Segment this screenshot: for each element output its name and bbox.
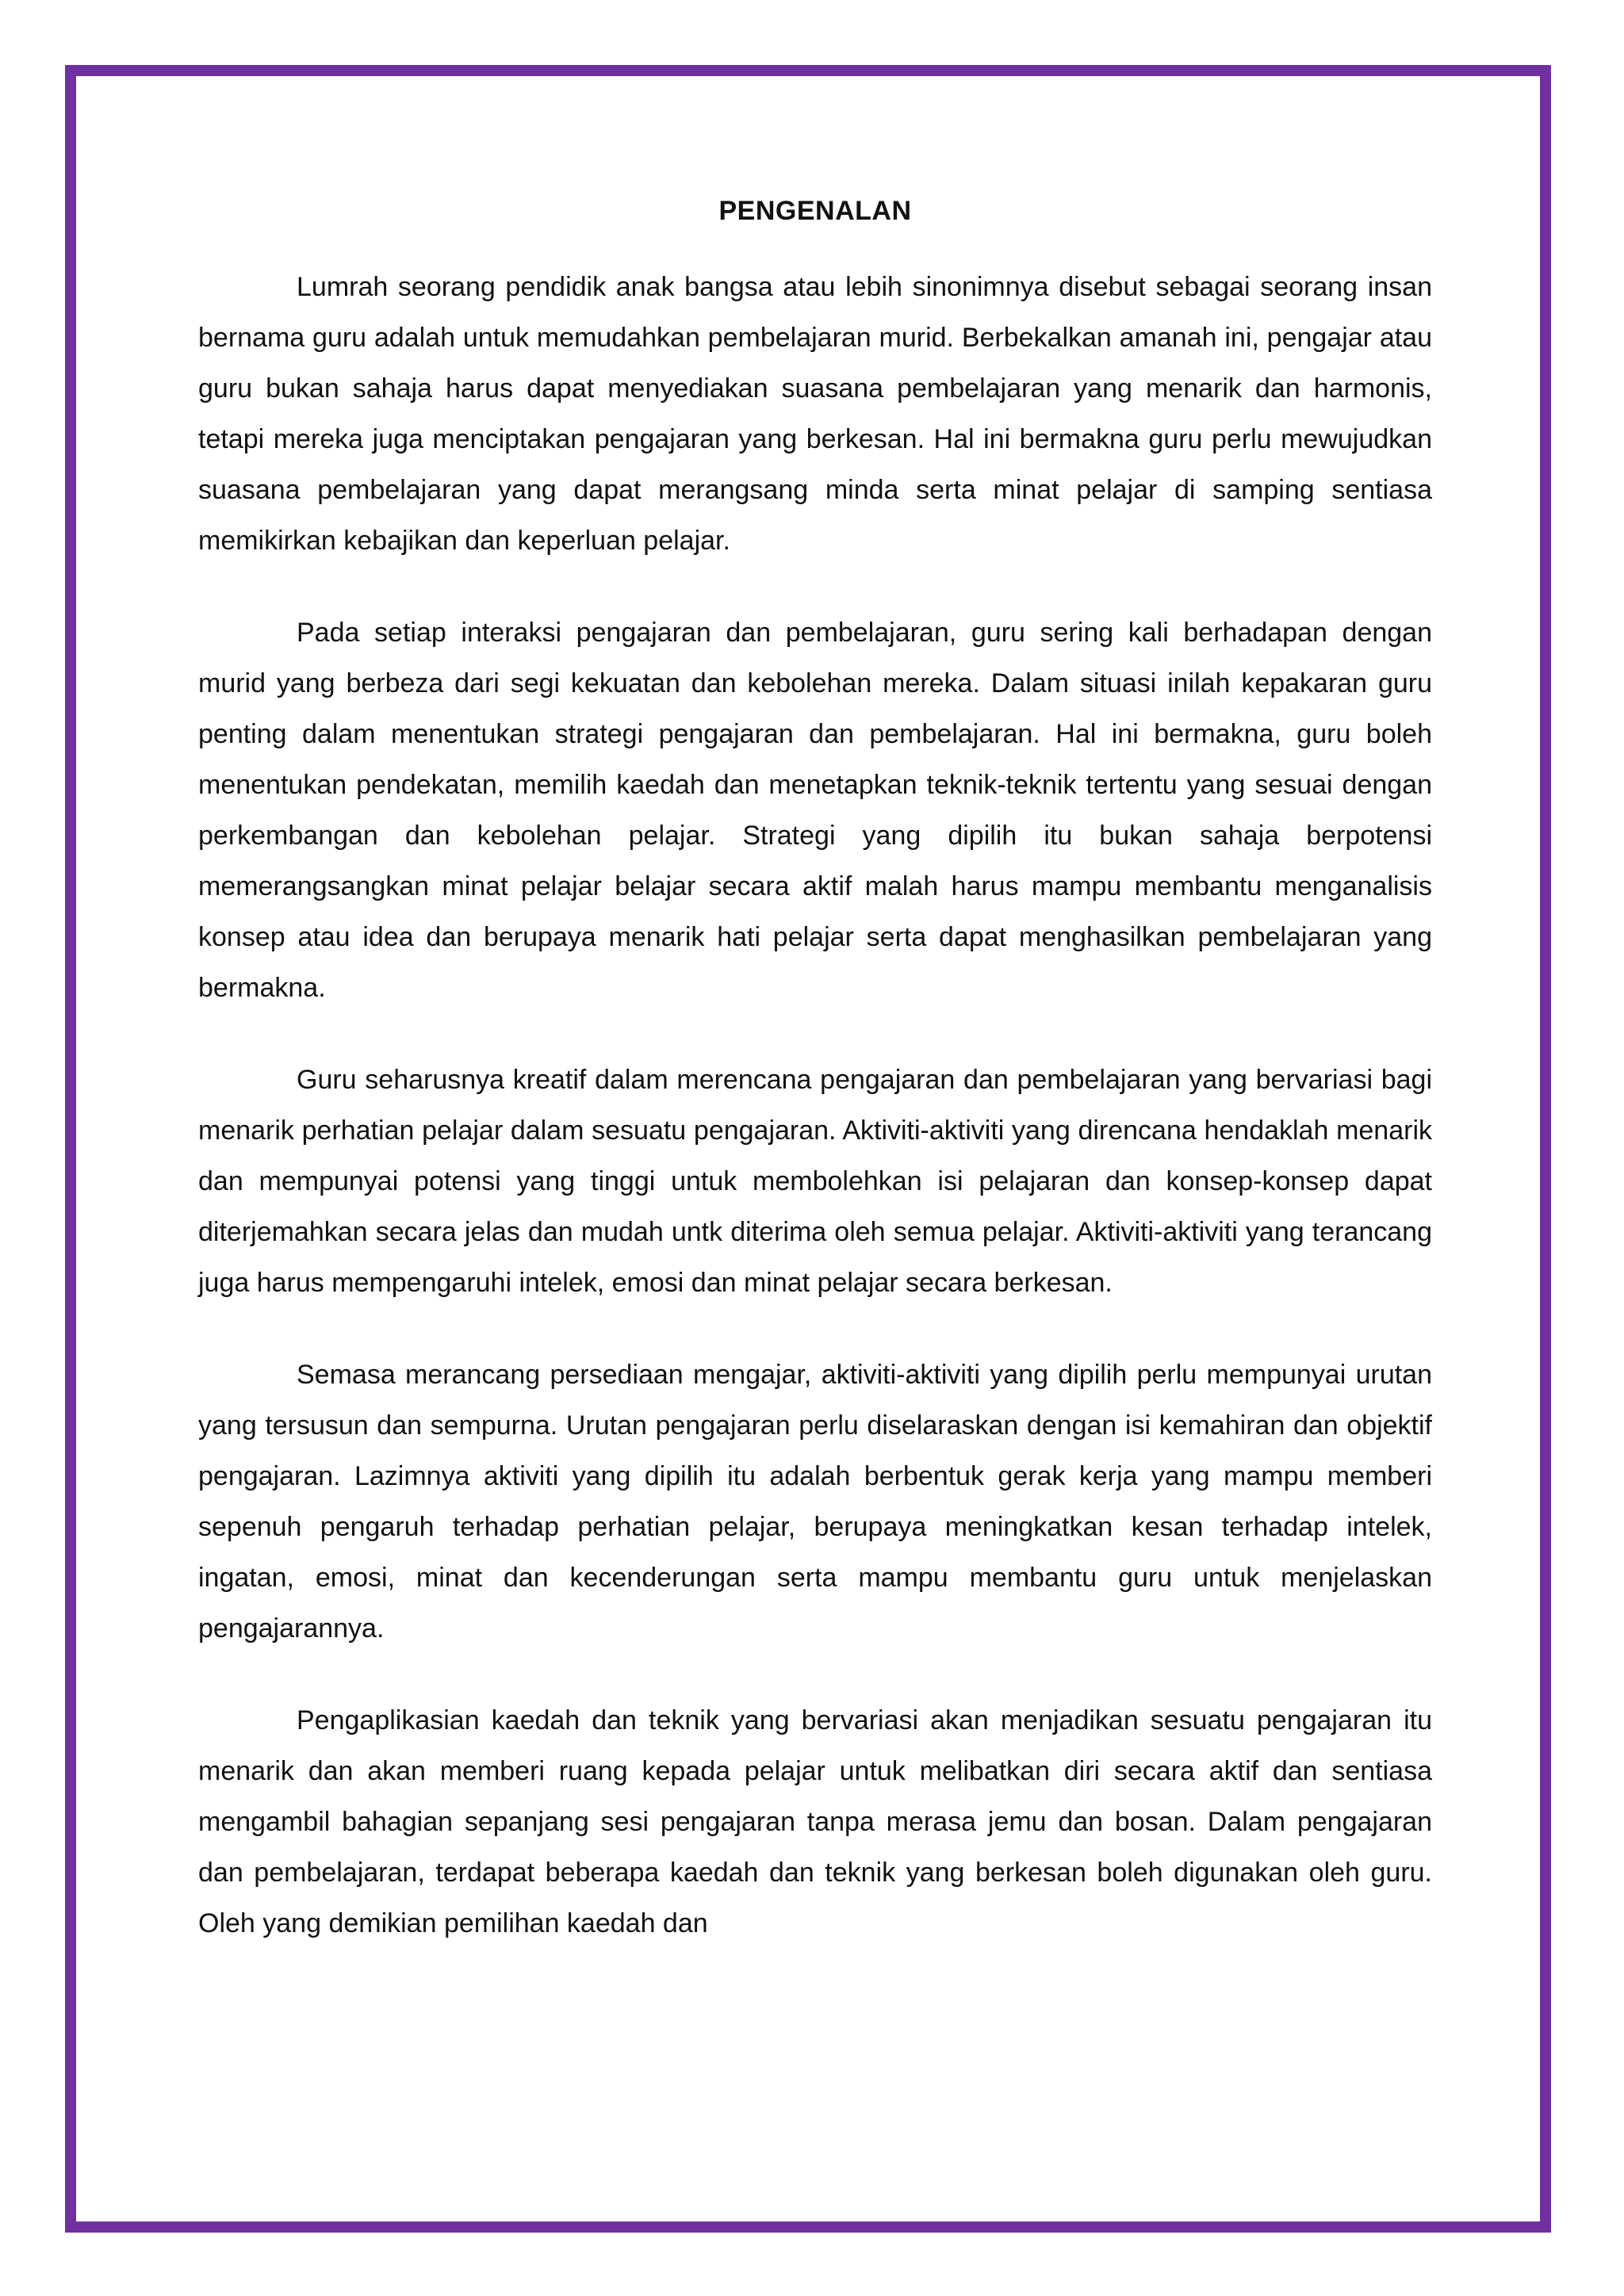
paragraph-3: Guru seharusnya kreatif dalam merencana pengajaran dan pembelajaran yang bervariasi bagi menarik perhatian pelajar dalam sesuatu pengajaran. Aktiviti-aktiviti yang direncana hendaklah menarik dan mempunyai potensi yang tinggi untuk membolehkan isi pelajaran dan konsep-konsep dapat diterjemahkan secara jelas dan mudah untk diterima oleh semua pelajar. Aktiviti-aktiviti yang terancang juga harus mempengaruhi intelek, emosi dan minat pelajar secara berkesan.: [198, 1065, 1432, 1298]
paragraph-5: Pengaplikasian kaedah dan teknik yang bervariasi akan menjadikan sesuatu pengajaran itu menarik dan akan memberi ruang kepada pelajar untuk melibatkan diri secara aktif dan sentiasa mengambil bahagian sepanjang sesi pengajaran tanpa merasa jemu dan bosan. Dalam pengajaran dan pembelajaran, terdapat beberapa kaedah dan teknik yang berkesan boleh digunakan oleh guru. Oleh yang demikian pemilihan kaedah dan: [198, 1705, 1432, 1938]
document-body: [198, 184, 1432, 1990]
paragraph-1: Lumrah seorang pendidik anak bangsa atau lebih sinonimnya disebut sebagai seorang insan bernama guru adalah untuk memudahkan pembelajaran murid. Berbekalkan amanah ini, pengajar atau guru bukan sahaja harus dapat menyediakan suasana pembelajaran yang menarik dan harmonis, tetapi mereka juga menciptakan pengajaran yang berkesan. Hal ini bermakna guru perlu mewujudkan suasana pembelajaran yang dapat merangsang minda serta minat pelajar di samping sentiasa memikirkan kebajikan dan keperluan pelajar.: [198, 272, 1432, 556]
paragraph-2: Pada setiap interaksi pengajaran dan pembelajaran, guru sering kali berhadapan dengan murid yang berbeza dari segi kekuatan dan kebolehan mereka. Dalam situasi inilah kepakaran guru penting dalam menentukan strategi pengajaran dan pembelajaran. Hal ini bermakna, guru boleh menentukan pendekatan, memilih kaedah dan menetapkan teknik-teknik tertentu yang sesuai dengan perkembangan dan kebolehan pelajar. Strategi yang dipilih itu bukan sahaja berpotensi memerangsangkan minat pelajar belajar secara aktif malah harus mampu membantu menganalisis konsep atau idea dan berupaya menarik hati pelajar serta dapat menghasilkan pembelajaran yang bermakna.: [198, 618, 1432, 1003]
page-title: PENGENALAN: [718, 196, 912, 226]
paragraph-4: Semasa merancang persediaan mengajar, aktiviti-aktiviti yang dipilih perlu mempunyai urutan yang tersusun dan sempurna. Urutan pengajaran perlu diselaraskan dengan isi kemahiran dan objektif pengajaran. Lazimnya aktiviti yang dipilih itu adalah berbentuk gerak kerja yang mampu memberi sepenuh pengaruh terhadap perhatian pelajar, berupaya meningkatkan kesan terhadap intelek, ingatan, emosi, minat dan kecenderungan serta mampu membantu guru untuk menjelaskan pengajarannya.: [198, 1360, 1432, 1644]
